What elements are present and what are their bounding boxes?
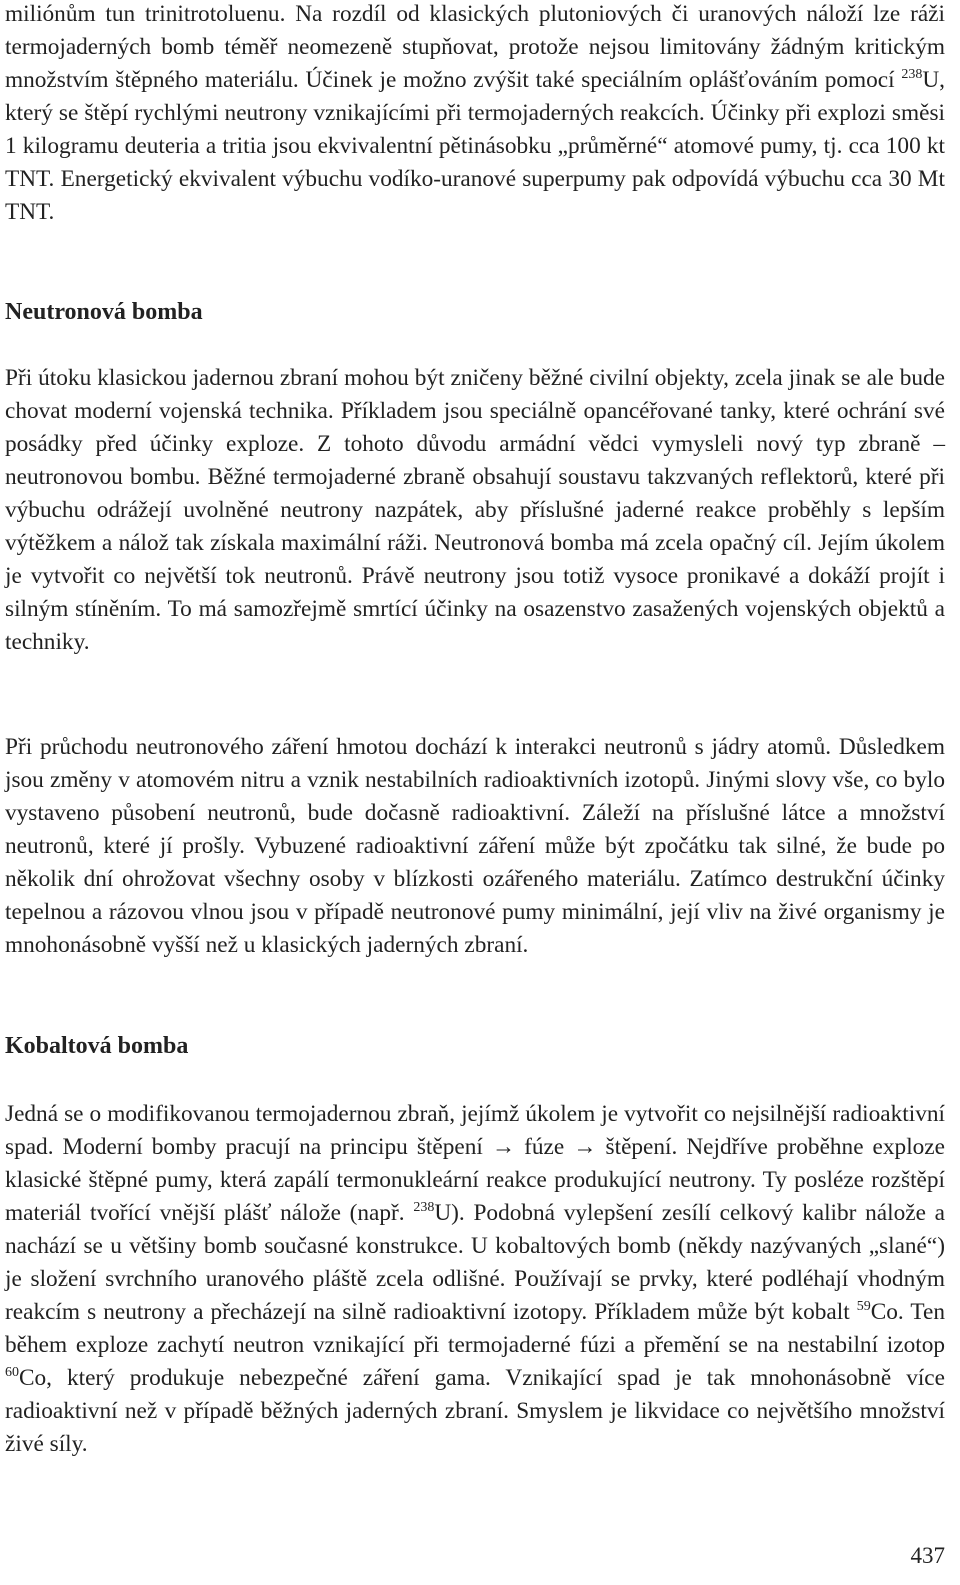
intro-text-1: miliónům tun trinitrotoluenu. Na rozdíl od klasických plutoniových či uranových náloží lze ráži termojaderných bomb téměř neomezeně stupňovat, protože nejsou limitovány žádným kritickým množstvím štěpného materiálu. Účinek je možno zvýšit také speciálním oplášťováním pomocí	[5, 1, 945, 93]
section-heading-neutron-bomb: Neutronová bomba	[5, 299, 203, 325]
isotope-superscript-60: 60	[5, 1365, 19, 1380]
isotope-superscript-238: 238	[413, 1200, 435, 1215]
neutron-paragraph-1: Při útoku klasickou jadernou zbraní mohou být zničeny běžné civilní objekty, zcela jinak se ale bude chovat moderní vojenská technika. Příkladem jsou speciálně opancéřované tanky, které ochrání své posádky před účinky exploze. Z tohoto důvodu armádní vědci vymysleli nový typ zbraně – neutronovou bombu. Běžné termojaderné zbraně obsahují soustavu takzvaných reflektorů, které při výbuchu odrážejí uvolněné neutrony nazpátek, aby příslušné jaderné reakce proběhly s lepším výtěžkem a nálož tak získala maximální ráži. Neutronová bomba má zcela opačný cíl. Jejím úkolem je vytvořit co největší tok neutronů. Právě neutrony jsou totiž vysoce pronikavé a dokáží projít i silným stíněním. To má samozřejmě smrtící účinky na osazenstvo zasažených vojenských objektů a techniky.	[5, 365, 945, 655]
cobalt-text-2: U). Podobná vylepšení zesílí celkový kalibr nálože a nachází se u většiny bomb současné konstrukce. U kobaltových bomb (někdy nazývaných „slané“) je složení svrchního uranového pláště zcela odlišné. Používají se prvky, které podléhají vhodným reakcím s neutrony a přecházejí na silně radioaktivní izotopy. Příkladem může být kobalt	[5, 1200, 945, 1325]
cobalt-text-1: Jedná se o modifikovanou termojadernou zbraň, jejímž úkolem je vytvořit co nejsilnější radioaktivní spad. Moderní bomby pracují na principu štěpení → fúze → štěpení. Nejdříve proběhne exploze klasické štěpné pumy, která zapálí termonukleární reakce produkující neutrony. Ty posléze rozštěpí materiál tvořící vnější plášť nálože (např.	[5, 1101, 945, 1226]
intro-text-2: U, který se štěpí rychlými neutrony vznikajícími při termojaderných reakcích. Účinky při explozi směsi 1 kilogramu deuteria a tritia jsou ekvivalentní pětinásobku „průměrné“ atomové pumy, tj. cca 100 kt TNT. Energetický ekvivalent výbuchu vodíko-uranové superpumy pak odpovídá výbuchu cca 30 Mt TNT.	[5, 67, 945, 225]
cobalt-paragraph	[5, 1098, 945, 1461]
cobalt-text-3: Co. Ten během exploze zachytí neutron vznikající při termojaderné fúzi a přemění se na nestabilní izotop	[5, 1299, 945, 1358]
section-heading-cobalt-bomb: Kobaltová bomba	[5, 1033, 189, 1059]
intro-paragraph	[5, 0, 945, 229]
isotope-superscript-59: 59	[856, 1299, 871, 1314]
cobalt-text-4: Co, který produkuje nebezpečné záření gama. Vznikající spad je tak mnohonásobně více radioaktivní než v případě běžných jaderných zbraní. Smyslem je likvidace co největšího množství živé síly.	[5, 1365, 945, 1457]
neutron-paragraph-2: Při průchodu neutronového záření hmotou dochází k interakci neutronů s jádry atomů. Důsledkem jsou změny v atomovém nitru a vznik nestabilních radioaktivních izotopů. Jinými slovy vše, co bylo vystaveno působení neutronů, bude dočasně radioaktivní. Záleží na příslušné látce a množství neutronů, které jí prošly. Vybuzené radioaktivní záření může být zpočátku tak silné, že bude po několik dní ohrožovat všechny osoby v blízkosti ozářeného materiálu. Zatímco destrukční účinky tepelnou a rázovou vlnou jsou v případě neutronové pumy minimální, její vliv na živé organismy je mnohonásobně vyšší než u klasických jaderných zbraní.	[5, 734, 945, 958]
isotope-superscript-238: 238	[901, 67, 923, 82]
page-number: 437	[910, 1543, 945, 1568]
